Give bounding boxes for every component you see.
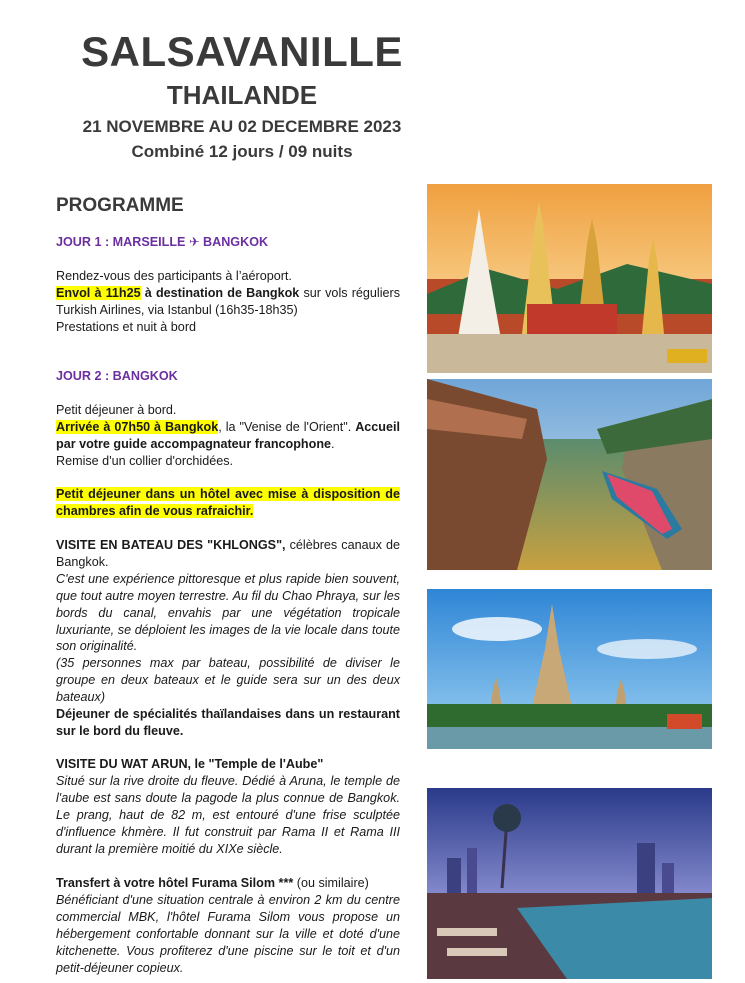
transfer-line: Transfert à votre hôtel Furama Silom *** (ou similaire) — [56, 876, 369, 890]
program-title: PROGRAMME — [56, 195, 184, 216]
watarun-text: Situé sur la rive droite du fleuve. Dédié à Aruna, le temple de l'aube est sans doute la pagode la plus connue de Bangkok. Le prang, haut de 82 m, est entouré d'une frise sculptée d'influence khmère. Il fut construit par Rama II et Rama III durant la première moitié du XIXe siècle. — [56, 773, 400, 856]
hotel-rooftop-pool-photo — [427, 788, 712, 979]
day2-lunch: Déjeuner de spécialités thaïlandaises dans un restaurant sur le bord du fleuve. — [56, 707, 400, 738]
day2-title: JOUR 2 : BANGKOK — [56, 369, 178, 383]
country-title: THAILANDE — [166, 80, 318, 110]
boat-visit: VISITE EN BATEAU DES "KHLONGS", célèbres canaux de Bangkok. — [56, 538, 400, 569]
day2-hotel-rest: Petit déjeuner dans un hôtel avec mise à disposition de chambres afin de vous rafraichir. — [56, 487, 400, 518]
day2-boat — [56, 537, 400, 706]
watarun-title: VISITE DU WAT ARUN, le "Temple de l'Aube" — [56, 757, 324, 771]
day1-body — [56, 268, 400, 336]
day1-title: JOUR 1 : MARSEILLE ✈ BANGKOK — [56, 235, 269, 249]
day2-garland: Remise d'un collier d'orchidées. — [56, 453, 234, 468]
day1-meeting: Rendez-vous des participants à l’aéroport. — [56, 269, 292, 283]
day2-watarun — [56, 756, 400, 857]
day1-section — [56, 234, 400, 251]
day2-transfer — [56, 875, 400, 976]
airplane-icon: ✈ — [188, 235, 200, 249]
boat-description: C'est une expérience pittoresque et plus rapide bien souvent, que tout autre moyen terrestre. Au fil du Chao Phraya, sur les bords du canal, envahis par une végétation tropicale luxuriante, se déploient les images de la vie locale dans toute son originalité. — [56, 571, 400, 654]
trip-duration: Combiné 12 jours / 09 nuits — [131, 142, 353, 161]
day2-arrival-text: Arrivée à 07h50 à Bangkok, la "Venise de l'Orient". Accueil par votre guide accompagnateur francophone. — [56, 419, 400, 451]
khlong-canal-photo — [427, 379, 712, 570]
grand-palace-photo — [427, 184, 712, 373]
day2-arrival — [56, 402, 400, 470]
day1-night: Prestations et nuit à bord — [56, 319, 197, 334]
brand-title: SALSAVANILLE — [81, 28, 403, 75]
wat-arun-photo — [427, 589, 712, 749]
day2-section — [56, 368, 400, 385]
day1-flight: Envol à 11h25 à destination de Bangkok sur vols réguliers Turkish Airlines, via Istanbul (16h35-18h35) — [56, 285, 400, 317]
day2-breakfast: Petit déjeuner à bord. — [56, 403, 177, 417]
hotel-description: Bénéficiant d'une situation centrale à environ 2 km du centre commercial MBK, l'hôtel Furama Silom vous propose un hébergement confortable donnant sur la ville et doté d'une kitchenette. Vous profiterez d'une piscine sur le toit et d'un petit-déjeuner copieux. — [56, 892, 400, 975]
travel-dates: 21 NOVEMBRE AU 02 DECEMBRE 2023 — [82, 117, 402, 136]
boat-note: (35 personnes max par bateau, possibilité de diviser le groupe en deux bateaux et le guide sera sur un des deux bateaux) — [56, 656, 400, 705]
